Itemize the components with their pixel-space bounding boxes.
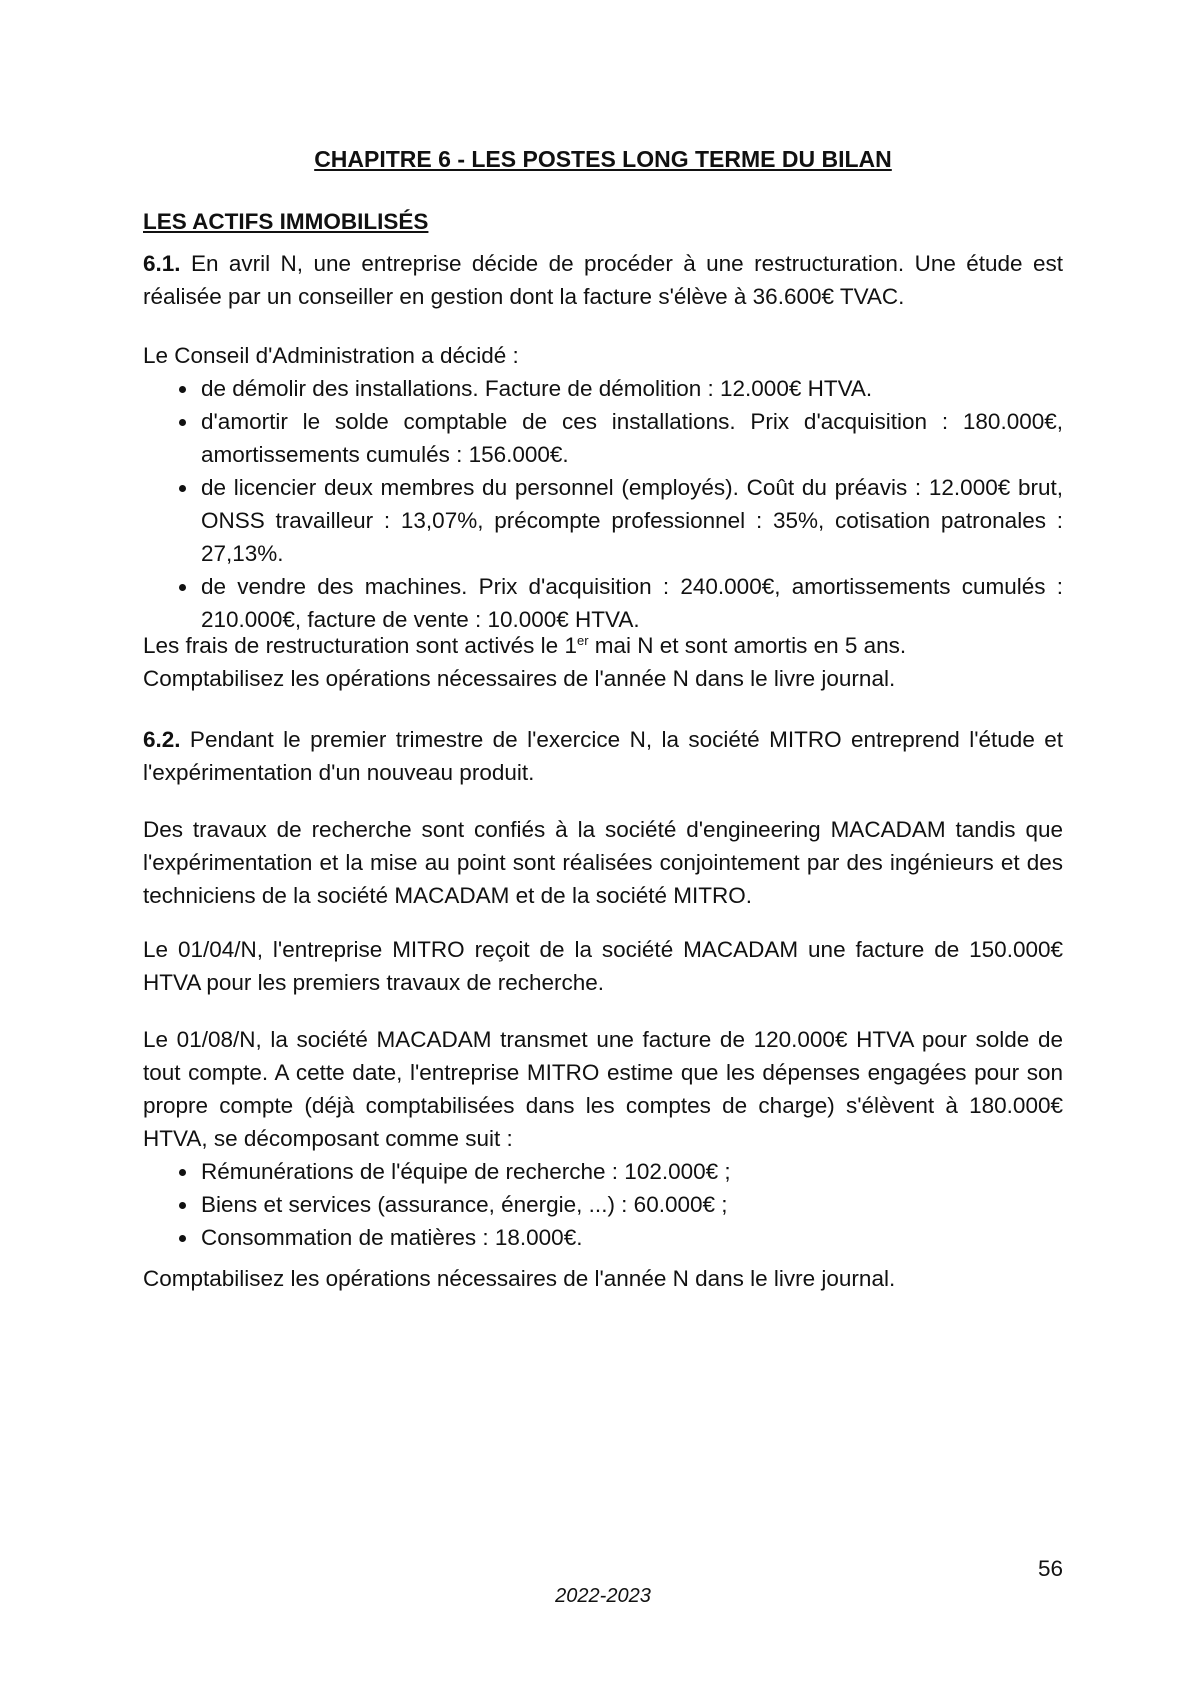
list-item: Rémunérations de l'équipe de recherche : 102.000€ ; [143, 1155, 1063, 1188]
list-item: Consommation de matières : 18.000€. [143, 1221, 1063, 1254]
closing-instruction: Comptabilisez les opérations nécessaires de l'année N dans le livre journal. [143, 1266, 896, 1291]
exercise-number: 6.1. [143, 251, 181, 276]
expense-list [143, 1155, 1063, 1254]
council-heading: Le Conseil d'Administration a décidé : [143, 343, 519, 368]
section-title: LES ACTIFS IMMOBILISÉS [143, 209, 429, 234]
list-item: Biens et services (assurance, énergie, ...) : 60.000€ ; [143, 1188, 1063, 1221]
exercise-intro-text: Pendant le premier trimestre de l'exercice N, la société MITRO entreprend l'étude et l'expérimentation d'un nouveau produit. [143, 727, 1063, 785]
footer-year: 2022-2023 [555, 1585, 651, 1607]
superscript: er [576, 633, 589, 648]
list-item: de licencier deux membres du personnel (employés). Coût du préavis : 12.000€ brut, ONSS travailleur : 13,07%, précompte professionnel : 35%, cotisation patronales : 27,13%. [143, 471, 1063, 570]
council-decisions [143, 339, 1063, 636]
decision-list [143, 372, 1063, 636]
exercise-number: 6.2. [143, 727, 181, 752]
exercise-6-1-intro [143, 247, 1063, 313]
restructuring-fees [143, 629, 1063, 695]
list-item: d'amortir le solde comptable de ces installations. Prix d'acquisition : 180.000€, amortissements cumulés : 156.000€. [143, 405, 1063, 471]
list-item: de vendre des machines. Prix d'acquisition : 240.000€, amortissements cumulés : 210.000€, facture de vente : 10.000€ HTVA. [143, 570, 1063, 636]
paragraph: Des travaux de recherche sont confiés à la société d'engineering MACADAM tandis que l'expérimentation et la mise au point sont réalisées conjointement par des ingénieurs et des techniciens de la société MACADAM et de la société MITRO. [143, 817, 1063, 908]
exercise-6-2-intro [143, 723, 1063, 789]
instruction-text: Comptabilisez les opérations nécessaires de l'année N dans le livre journal. [143, 666, 896, 691]
fees-text: Les frais de restructuration sont activés le 1 [143, 633, 577, 658]
paragraph: Le 01/04/N, l'entreprise MITRO reçoit de la société MACADAM une facture de 150.000€ HTVA pour les premiers travaux de recherche. [143, 937, 1063, 995]
chapter-title: CHAPITRE 6 - LES POSTES LONG TERME DU BILAN [314, 146, 892, 172]
paragraph: Le 01/08/N, la société MACADAM transmet une facture de 120.000€ HTVA pour solde de tout compte. A cette date, l'entreprise MITRO estime que les dépenses engagées pour son propre compte (déjà comptabilisées dans les comptes de charge) s'élèvent à 180.000€ HTVA, se décomposant comme suit : Rémunérations de l'équipe de recherche : 102.000€ ; Biens et services (assurance, énergie, ...) : 60.000€ ; Consommation de matières : 18.000€. [143, 1023, 1063, 1254]
list-item: de démolir des installations. Facture de démolition : 12.000€ HTVA. [143, 372, 1063, 405]
fees-text-end: mai N et sont amortis en 5 ans. [588, 633, 907, 658]
page-number: 56 [1037, 1556, 1063, 1581]
exercise-intro-text: En avril N, une entreprise décide de procéder à une restructuration. Une étude est réalisée par un conseiller en gestion dont la facture s'élève à 36.600€ TVAC. [143, 251, 1063, 309]
